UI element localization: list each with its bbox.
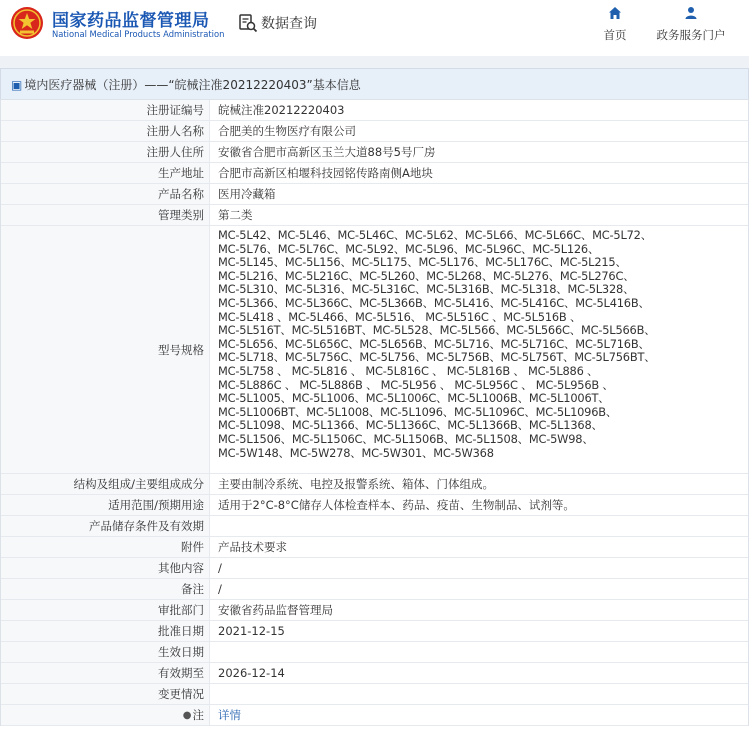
field-value: 皖械注准20212220403	[218, 103, 345, 117]
table-row	[1, 226, 748, 474]
field-value: /	[218, 561, 222, 575]
detail-table	[0, 99, 749, 726]
header-separator	[0, 56, 749, 68]
table-row	[1, 121, 748, 142]
data-query-link[interactable]	[238, 12, 317, 34]
field-label: 有效期至	[1, 663, 210, 683]
data-query-label: 数据查询	[261, 16, 317, 32]
field-label: 审批部门	[1, 600, 210, 620]
field-label: 注册人住所	[1, 142, 210, 162]
field-value: 安徽省合肥市高新区玉兰大道88号5号厂房	[218, 145, 436, 159]
table-row	[1, 558, 748, 579]
table-row	[1, 142, 748, 163]
field-value	[210, 684, 748, 704]
table-row	[1, 684, 748, 705]
table-row	[1, 100, 748, 121]
table-row	[1, 705, 748, 726]
table-row	[1, 205, 748, 226]
table-row	[1, 516, 748, 537]
doc-icon: ▣	[11, 77, 23, 92]
table-row	[1, 184, 748, 205]
field-value: 主要由制冷系统、电控及报警系统、箱体、门体组成。	[218, 477, 494, 491]
field-label: 备注	[1, 579, 210, 599]
field-label: 注册人名称	[1, 121, 210, 141]
field-label: 附件	[1, 537, 210, 557]
field-label: 批准日期	[1, 621, 210, 641]
field-label: 型号规格	[1, 226, 210, 473]
table-row	[1, 600, 748, 621]
table-row	[1, 579, 748, 600]
site-header	[0, 0, 749, 56]
note-label-text: 注	[192, 708, 204, 722]
field-label: 适用范围/预期用途	[1, 495, 210, 515]
nav-home-label: 首页	[603, 28, 627, 42]
field-value: 适用于2°C-8°C储存人体检查样本、药品、疫苗、生物制品、试剂等。	[218, 498, 575, 512]
note-label	[1, 705, 210, 725]
details-link[interactable]: 详情	[218, 708, 241, 722]
field-value: 2026-12-14	[218, 666, 285, 680]
table-row	[1, 663, 748, 684]
national-emblem-icon	[10, 6, 44, 40]
note-marker-icon: ●	[182, 709, 192, 721]
field-value	[210, 705, 748, 725]
user-icon	[684, 6, 698, 20]
site-title-en[interactable]: National Medical Products Administration	[52, 29, 225, 39]
field-value: /	[218, 582, 222, 596]
data-search-icon	[238, 13, 258, 33]
field-label: 结构及组成/主要组成成分	[1, 474, 210, 494]
site-title-cn[interactable]: 国家药品监督管理局	[52, 11, 210, 31]
nav-gov-label: 政务服务门户	[656, 28, 726, 42]
panel-title-bar	[0, 68, 749, 99]
field-value	[210, 642, 748, 662]
field-value	[210, 516, 748, 536]
field-label: 生效日期	[1, 642, 210, 662]
nav-home[interactable]	[598, 6, 632, 43]
table-row	[1, 495, 748, 516]
table-row	[1, 642, 748, 663]
table-row	[1, 474, 748, 495]
table-row	[1, 621, 748, 642]
field-value: 第二类	[218, 208, 253, 222]
field-label: 产品储存条件及有效期	[1, 516, 210, 536]
model-spec-value: MC-5L42、MC-5L46、MC-5L46C、MC-5L62、MC-5L66、MC-5L66C、MC-5L72、 MC-5L76、MC-5L76C、MC-5L92、MC-5L96、MC-5L96C、MC-5L126、 MC-5L145、MC-5L156、MC-5L175、MC-5L176、MC-5L176C、MC-5L215、 MC-5L216、MC-5L216C、MC-5L260、MC-5L268、MC-5L276、MC-5L276C、 MC-5L310、MC-5L316、MC-5L316C、MC-5L316B、MC-5L318、MC-5L328、 MC-5L366、MC-5L366C、MC-5L366B、MC-5L416、MC-5L416C、MC-5L416B、 MC-5L418 、MC-5L466、MC-5L516、 MC-5L516C 、MC-5L516B 、 MC-5L516T、MC-5L516BT、MC-5L528、MC-5L566、MC-5L566C、MC-5L566B、 MC-5L656、MC-5L656C、MC-5L656B、MC-5L716、MC-5L716C、MC-5L716B、 MC-5L718、MC-5L756C、MC-5L756、MC-5L756B、MC-5L756T、MC-5L756BT、 MC-5L758 、 MC-5L816 、 MC-5L816C 、 MC-5L816B 、 MC-5L886 、 MC-5L886C 、 MC-5L886B 、 MC-5L956 、 MC-5L956C 、 MC-5L956B 、 MC-5L1005、MC-5L1006、MC-5L1006C、MC-5L1006B、MC-5L1006T、 MC-5L1006BT、MC-5L1008、MC-5L1096、MC-5L1096C、MC-5L1096B、 MC-5L1098、MC-5L1366、MC-5L1366C、MC-5L1366B、MC-5L1368、 MC-5L1506、MC-5L1506C、MC-5L1506B、MC-5L1508、MC-5W98、 MC-5W148、MC-5W278、MC-5W301、MC-5W368	[218, 228, 656, 460]
field-value: 2021-12-15	[218, 624, 285, 638]
field-value: 产品技术要求	[218, 540, 287, 554]
field-value: 安徽省药品监督管理局	[218, 603, 333, 617]
field-label: 生产地址	[1, 163, 210, 183]
field-value: 合肥市高新区柏堰科技园铭传路南侧A地块	[218, 166, 433, 180]
field-value: 合肥美的生物医疗有限公司	[218, 124, 356, 138]
panel-title-text: 境内医疗器械（注册）——“皖械注准20212220403”基本信息	[24, 77, 361, 92]
panel-title	[11, 76, 361, 93]
table-row	[1, 163, 748, 184]
field-label: 产品名称	[1, 184, 210, 204]
nav-gov-service-portal[interactable]	[650, 6, 732, 43]
field-label: 变更情况	[1, 684, 210, 704]
field-label: 其他内容	[1, 558, 210, 578]
field-label: 注册证编号	[1, 100, 210, 120]
home-icon	[608, 6, 622, 20]
table-row	[1, 537, 748, 558]
field-label: 管理类别	[1, 205, 210, 225]
field-value: 医用冷藏箱	[218, 187, 276, 201]
